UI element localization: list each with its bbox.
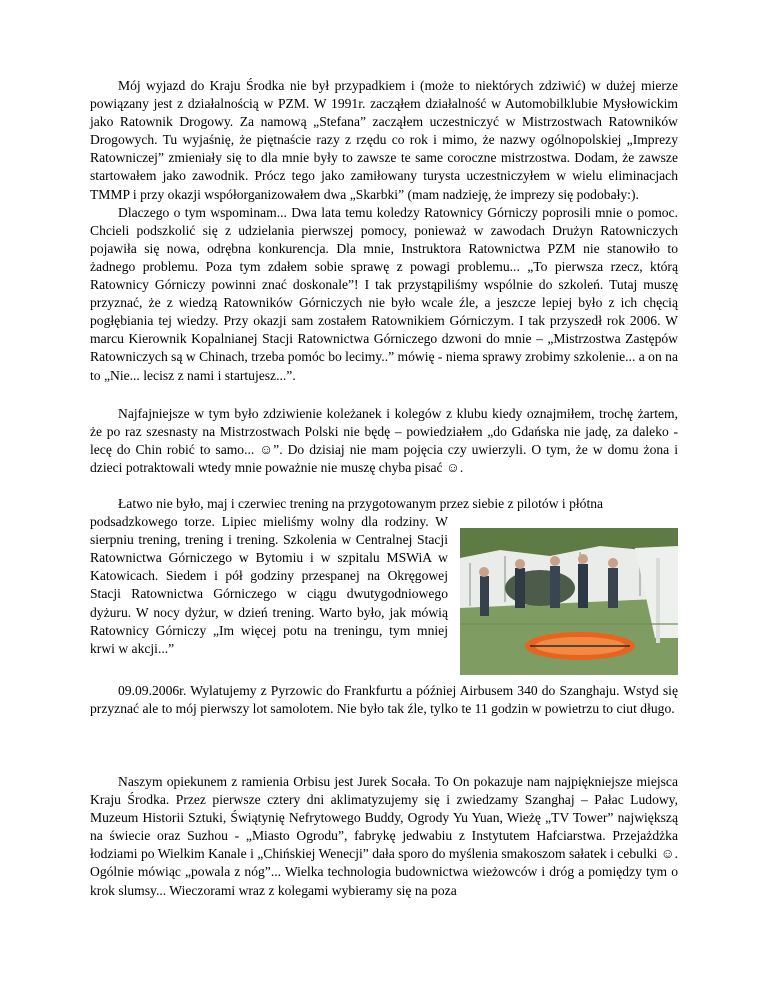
paragraph-training-wrapped: podsadzkowego torze. Lipiec mieliśmy wolny dla rodziny. W sierpniu trening, trening i trening. Szkolenia w Centralnej Stacji Ratownictwa Górniczego w Bytomiu i w szpitalu MSWiA w Katowicach. Siedem i pół godziny przespanej na Okręgowej Stacji Ratownictwa Górniczego w ciągu dwutygodniowego dyżuru. W nocy dyżur, w dzień trening. Warto było, jak mówią Ratownicy Górniczy „Im więcej potu na treningu, tym mniej krwi w akcji...”: [90, 514, 448, 656]
paragraph-shanghai: Naszym opiekunem z ramienia Orbisu jest Jurek Socała. To On pokazuje nam najpiękniejsze miejsca Kraju Środka. Przez pierwsze cztery dni aklimatyzujemy się i zwiedzamy Szanghaj – Pałac Ludowy, Muzeum Historii Sztuki, Świątynię Nefrytowego Buddy, Ogrody Yu Yuan, Wieżę „TV Tower” największą na świecie oraz Suzhou - „Miasto Ogrodu”, fabrykę jedwabiu z Instytutem Hafciarstwa. Przejażdżka łodziami po Wielkim Kanale i „Chińskiej Wenecji” dała sporo do myślenia smakoszom sałatek i cebulki ☺. Ogólnie mówiąc „powala z nóg”... Wielka technologia budownictwa wieżowców i dróg a pomiędzy tym o krok slumsy... Wieczorami wraz z kolegami wybieramy się na poza: [90, 774, 678, 898]
paragraph-intro: [90, 77, 678, 385]
paragraph-why-text: Dlaczego o tym wspominam... Dwa lata temu koledzy Ratownicy Górniczy poprosili mnie o pomoc. Chcieli podszkolić się z udzielania pierwszej pomocy, ponieważ w zawodach Drużyn Ratowniczych pojawiła się nowa, odrębna konkurencja. Dla mnie, Instruktora Ratownictwa PZM nie stanowiło to żadnego problemu. Poza tym zdałem sobie sprawę z powagi problemu... „To pierwsza rzecz, którą Ratownicy Górniczy powinni znać doskonale”! I tak przystąpiliśmy wspólnie do szkoleń. Tutaj muszę przyznać, że z wiedzą Ratowników Górniczych nie było wcale źle, a jeszcze lepiej było z ich chęcią pogłębiania tej wiedzy. Przy okazji sam zostałem Ratownikiem Górniczym. I tak przyszedł rok 2006. W marcu Kierownik Kopalnianej Stacji Ratownictwa Górniczego dzwoni do mnie – „Mistrzostwa Zastępów Ratowniczych są w Chinach, trzeba pomóc bo lecimy..” mówię - niema sprawy zrobimy szkolenie... a on na to „Nie... lecisz z nami i startujesz...”.: [90, 204, 678, 383]
training-photo: [460, 528, 678, 675]
paragraph-intro-text: Mój wyjazd do Kraju Środka nie był przypadkiem i (może to niektórych zdziwić) w dużej mierze powiązany jest z działalnością w PZM. W 1991r. zacząłem działalność w Automobilklubie Mysłowickim jako Ratownik Drogowy. Za namową „Stefana” zacząłem uczestniczyć w Mistrzostwach Ratowników Drogowych. Tu wyjaśnię, że piętnaście razy z rzędu co rok i mimo, że nazwy ogólnopolskiej „Imprezy Ratowniczej” zmieniały się to dla mnie były to zawsze te same coroczne mistrzostwa. Dodam, że zawsze startowałem jako zawodnik. Prócz tego jako zamiłowany turysta uczestniczyłem w wielu eliminacjach TMMP i przy okazji współorganizowałem dwa „Skarbki” (mam nadzieję, że imprezy się podobały:).: [90, 78, 678, 202]
paragraph-flight: 09.09.2006r. Wylatujemy z Pyrzowic do Frankfurtu a później Airbusem 340 do Szanghaju. Wstyd się przyznać ale to mój pierwszy lot samolotem. Nie było tak źle, tylko te 11 godzin w powietrzu to ciut długo.: [90, 683, 678, 717]
paragraph-training-first-line: Łatwo nie było, maj i czerwiec trening na przygotowanym przez siebie z pilotów i płótna: [118, 496, 604, 511]
paragraph-surprise: Najfajniejsze w tym było zdziwienie koleżanek i kolegów z klubu kiedy oznajmiłem, trochę żartem, że po raz szesnasty na Mistrzostwach Polski nie będę – powiedziałem „do Gdańska nie jadę, za daleko - lecę do Chin robić to samo... ☺”. Do dzisiaj nie mam pojęcia czy uwierzyli. O tym, że w domu żona i dzieci potraktowali wtedy mnie poważnie nie muszę chyba pisać ☺.: [90, 406, 678, 476]
